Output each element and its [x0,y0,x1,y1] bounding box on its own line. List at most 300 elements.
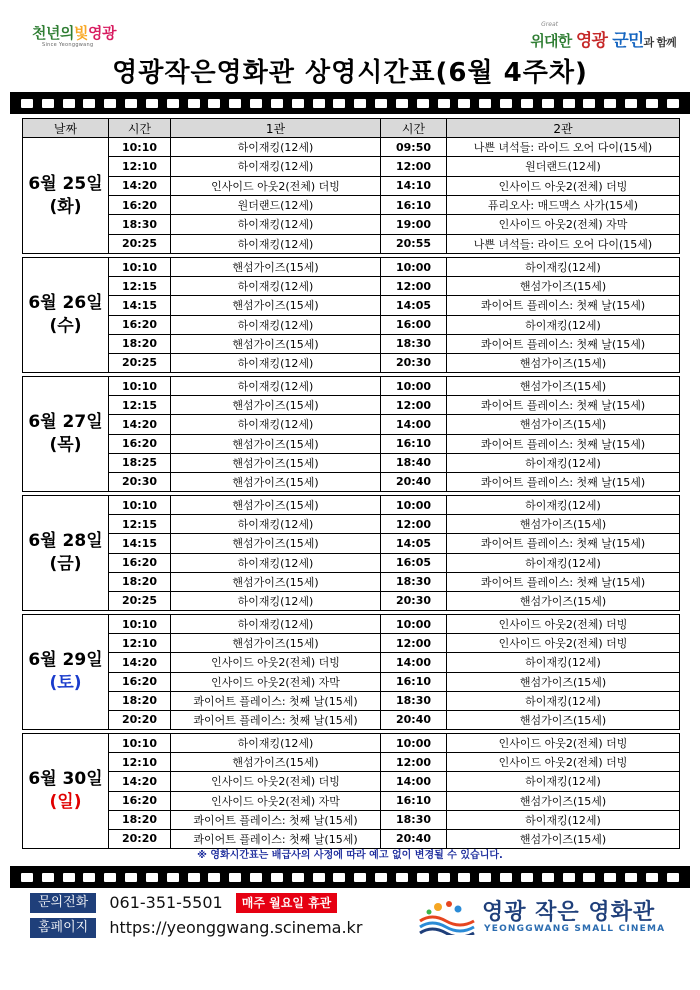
hall-1-time: 14:15 [109,296,171,314]
hall-1-movie: 콰이어트 플레이스: 첫째 날(15세) [171,692,381,710]
hall-2-movie: 핸섬가이즈(15세) [519,794,607,808]
weekday-label: (일) [49,792,82,812]
hall-2-movie: 하이재킹(12세) [525,775,601,789]
hall-1-movie: 핸섬가이즈(15세) [171,335,381,353]
hall-2-time: 18:30 [381,573,447,591]
hall-1-movie: 하이재킹(12세) [171,235,381,253]
hall-2-movie: 콰이어트 플레이스: 첫째 날(15세) [480,399,646,413]
hall-2-time: 18:30 [381,811,447,829]
hall-1-movie: 하이재킹(12세) [171,554,381,572]
hall-2-time: 12:00 [381,634,447,652]
film-hole [542,99,554,108]
filmstrip-top [10,92,690,114]
showtime-row [109,377,679,396]
slogan-text-2: 영광 [575,31,608,51]
film-hole [625,99,637,108]
hall-2-movie: 핸섬가이즈(15세) [519,380,607,394]
hall-2-movie: 핸섬가이즈(15세) [519,675,607,689]
showtime-row [109,157,679,176]
hall-2-movie: 콰이어트 플레이스: 첫째 날(15세) [480,337,646,351]
hall-2-movie: 핸섬가이즈(15세) [519,518,607,532]
phone-number[interactable]: 061-351-5501 [109,893,223,912]
weekday-label: (목) [49,435,82,455]
cinema-english-name: YEONGGWANG SMALL CINEMA [484,924,666,934]
showtime-rows [109,138,679,253]
hall-1-movie: 하이재킹(12세) [171,377,381,395]
film-hole [479,99,491,108]
hall-2-movie: 하이재킹(12세) [525,499,601,513]
header-time-2: 시간 [381,119,447,137]
showtime-row [109,396,679,415]
slogan-great: Great [541,21,558,28]
film-hole [125,99,137,108]
hall-1-time: 18:25 [109,454,171,472]
hall-1-movie: 하이재킹(12세) [171,277,381,295]
hall-1-time: 16:20 [109,196,171,214]
date-label: 6월 29일 [28,650,103,671]
film-hole [521,99,533,108]
hall-1-movie: 하이재킹(12세) [171,138,381,156]
film-hole [271,99,283,108]
website-link[interactable]: https://yeonggwang.scinema.kr [109,918,363,937]
showtime-row [109,235,679,253]
hall-2-time: 10:00 [381,496,447,514]
hall-1-time: 12:15 [109,396,171,414]
showtime-row [109,692,679,711]
film-hole [417,99,429,108]
film-hole [354,99,366,108]
hall-1-movie: 인사이드 아웃2(전체) 자막 [171,673,381,691]
showtime-row [109,673,679,692]
hall-2-movie: 인사이드 아웃2(전체) 더빙 [498,179,628,193]
showtime-row [109,177,679,196]
film-hole [208,99,220,108]
showtime-row [109,354,679,372]
film-hole [583,873,595,882]
hall-2-movie: 콰이어트 플레이스: 첫째 날(15세) [480,299,646,313]
hall-1-time: 10:10 [109,377,171,395]
film-hole [604,873,616,882]
left-logo-subtitle: Since Yeonggwang [42,42,94,48]
showtime-row [109,734,679,753]
date-cell [23,615,109,729]
hall-2-time: 12:00 [381,396,447,414]
showtime-rows [109,258,679,372]
day-block [22,138,680,254]
left-logo-text-2: 빛 [73,24,88,42]
hall-1-time: 20:25 [109,354,171,372]
film-hole [229,99,241,108]
date-cell [23,377,109,491]
hall-1-movie: 인사이드 아웃2(전체) 더빙 [171,653,381,671]
hall-1-time: 18:20 [109,811,171,829]
slogan-text-4: 과 함께 [643,36,676,49]
cinema-name: 영광 작은 영화관 [482,899,656,925]
film-hole [625,873,637,882]
hall-2-time: 20:40 [381,711,447,729]
showtime-row [109,811,679,830]
date-cell [23,138,109,253]
showtime-row [109,634,679,653]
website-label: 홈페이지 [30,918,96,938]
header-hall-2: 2관 [553,121,573,136]
film-hole [313,99,325,108]
website-contact [30,917,362,938]
showtime-row [109,772,679,791]
header-hall-1: 1관 [171,119,381,137]
film-hole [458,99,470,108]
film-hole [104,99,116,108]
hall-2-movie: 하이재킹(12세) [525,318,601,332]
hall-2-time: 20:30 [381,354,447,372]
showtime-row [109,496,679,515]
hall-2-time: 16:00 [381,316,447,334]
film-hole [583,99,595,108]
showtime-rows [109,377,679,491]
hall-2-movie: 하이재킹(12세) [525,813,601,827]
hall-2-time: 10:00 [381,615,447,633]
hall-2-movie: 하이재킹(12세) [525,456,601,470]
hall-2-movie: 하이재킹(12세) [525,261,601,275]
film-hole [292,873,304,882]
hall-1-movie: 핸섬가이즈(15세) [171,534,381,552]
hall-2-movie: 나쁜 녀석들: 라이드 오어 다이(15세) [473,237,653,251]
hall-2-time: 14:00 [381,653,447,671]
showtime-row [109,753,679,772]
left-logo-text-1: 천년의 [32,24,74,42]
film-hole [333,873,345,882]
film-hole [375,873,387,882]
showtime-row [109,435,679,454]
film-hole [83,99,95,108]
hall-1-time: 16:20 [109,792,171,810]
hall-1-time: 18:30 [109,215,171,233]
film-hole [83,873,95,882]
hall-2-time: 20:30 [381,592,447,610]
hall-1-movie: 핸섬가이즈(15세) [171,496,381,514]
hall-1-movie: 하이재킹(12세) [171,157,381,175]
date-cell [23,734,109,848]
showtime-row [109,711,679,729]
day-block [22,257,680,373]
hall-1-time: 10:10 [109,734,171,752]
hall-2-movie: 하이재킹(12세) [525,556,601,570]
hall-1-time: 14:20 [109,653,171,671]
hall-2-movie: 나쁜 녀석들: 라이드 오어 다이(15세) [473,141,653,155]
film-hole [563,99,575,108]
showtime-row [109,138,679,157]
hall-2-movie: 콰이어트 플레이스: 첫째 날(15세) [480,575,646,589]
hall-1-movie: 핸섬가이즈(15세) [171,296,381,314]
weekday-label: (토) [49,673,82,693]
film-hole [396,873,408,882]
film-hole [188,99,200,108]
film-hole [21,99,33,108]
hall-1-movie: 핸섬가이즈(15세) [171,473,381,491]
hall-1-time: 18:20 [109,573,171,591]
showtime-row [109,316,679,335]
hall-1-time: 20:20 [109,711,171,729]
film-hole [438,99,450,108]
film-hole [104,873,116,882]
hall-1-time: 12:10 [109,634,171,652]
hall-1-time: 16:20 [109,554,171,572]
film-hole [229,873,241,882]
hall-2-time: 20:40 [381,830,447,848]
showtime-row [109,215,679,234]
film-hole [333,99,345,108]
hall-2-time: 19:00 [381,215,447,233]
phone-contact [30,892,337,913]
hall-1-movie: 하이재킹(12세) [171,415,381,433]
film-hole [354,873,366,882]
showtime-row [109,653,679,672]
hall-2-movie: 원더랜드(12세) [525,160,601,174]
film-hole [250,873,262,882]
showtime-row [109,473,679,491]
showtime-row [109,615,679,634]
film-hole [250,99,262,108]
showtime-row [109,592,679,610]
film-hole [563,873,575,882]
hall-2-time: 16:10 [381,196,447,214]
showtime-row [109,792,679,811]
hall-2-movie: 핸섬가이즈(15세) [519,713,607,727]
hall-2-time: 16:10 [381,792,447,810]
hall-2-time: 16:05 [381,554,447,572]
hall-2-movie: 인사이드 아웃2(전체) 자막 [498,218,628,232]
cinema-logo-icon [418,897,476,935]
day-block [22,495,680,611]
hall-1-time: 12:10 [109,157,171,175]
hall-1-time: 20:30 [109,473,171,491]
film-hole [667,873,679,882]
cinema-logo [418,895,668,941]
showtime-row [109,573,679,592]
film-hole [417,873,429,882]
hall-2-time: 12:00 [381,157,447,175]
showtime-row [109,277,679,296]
hall-2-movie: 인사이드 아웃2(전체) 더빙 [498,637,628,651]
hall-1-movie: 하이재킹(12세) [171,354,381,372]
hall-2-movie: 핸섬가이즈(15세) [519,594,607,608]
hall-2-time: 20:55 [381,235,447,253]
days-container [22,138,680,849]
showtime-row [109,258,679,277]
hall-2-time: 12:00 [381,753,447,771]
showtime-rows [109,734,679,848]
hall-2-movie: 핸섬가이즈(15세) [519,832,607,846]
film-hole [63,99,75,108]
hall-2-time: 10:00 [381,734,447,752]
hall-1-time: 12:15 [109,277,171,295]
film-hole [479,873,491,882]
schedule-change-note: ※ 영화시간표는 배급사의 사정에 따라 예고 없이 변경될 수 있습니다. [197,850,503,861]
left-logo-text-3: 영광 [87,24,116,42]
hall-2-movie: 핸섬가이즈(15세) [519,356,607,370]
film-hole [646,99,658,108]
hall-1-time: 18:20 [109,692,171,710]
header-time-1: 시간 [109,119,171,137]
showtime-row [109,454,679,473]
hall-1-time: 20:20 [109,830,171,848]
hall-2-time: 14:10 [381,177,447,195]
hall-1-movie: 콰이어트 플레이스: 첫째 날(15세) [171,711,381,729]
weekday-label: (금) [49,554,82,574]
film-hole [146,99,158,108]
hall-2-movie: 핸섬가이즈(15세) [519,418,607,432]
showtime-row [109,415,679,434]
hall-1-time: 14:15 [109,534,171,552]
film-hole [125,873,137,882]
showtime-row [109,196,679,215]
hall-1-movie: 하이재킹(12세) [171,592,381,610]
film-hole [313,873,325,882]
hall-1-movie: 콰이어트 플레이스: 첫째 날(15세) [171,830,381,848]
film-hole [271,873,283,882]
hall-2-time: 10:00 [381,377,447,395]
showtime-row [109,515,679,534]
film-hole [63,873,75,882]
page-title: 영광작은영화관 상영시간표(6월 4주차) [112,58,588,88]
film-hole [667,99,679,108]
hall-1-movie: 인사이드 아웃2(전체) 더빙 [171,772,381,790]
date-cell [23,496,109,610]
date-label: 6월 26일 [28,293,103,314]
hall-1-time: 12:15 [109,515,171,533]
hall-1-movie: 하이재킹(12세) [171,515,381,533]
hall-1-time: 10:10 [109,138,171,156]
date-cell [23,258,109,372]
hall-2-movie: 인사이드 아웃2(전체) 더빙 [498,737,628,751]
hall-1-movie: 콰이어트 플레이스: 첫째 날(15세) [171,811,381,829]
hall-1-time: 14:20 [109,415,171,433]
slogan-text-1: 위대한 [530,32,576,50]
film-hole [375,99,387,108]
hall-1-time: 12:10 [109,753,171,771]
showtime-row [109,554,679,573]
hall-2-movie: 하이재킹(12세) [525,694,601,708]
hall-2-time: 16:10 [381,673,447,691]
hall-1-time: 16:20 [109,673,171,691]
hall-1-movie: 핸섬가이즈(15세) [171,396,381,414]
film-hole [438,873,450,882]
weekday-label: (수) [49,316,82,336]
film-hole [21,873,33,882]
film-hole [500,873,512,882]
hall-2-time: 20:40 [381,473,447,491]
hall-1-movie: 하이재킹(12세) [171,316,381,334]
hall-2-time: 16:10 [381,435,447,453]
hall-2-time: 10:00 [381,258,447,276]
slogan-logo [516,20,676,56]
hall-1-movie: 하이재킹(12세) [171,215,381,233]
hall-2-time: 12:00 [381,515,447,533]
hall-1-time: 14:20 [109,772,171,790]
header-date: 날짜 [23,119,109,137]
hall-2-movie: 인사이드 아웃2(전체) 더빙 [498,618,628,632]
hall-2-time: 12:00 [381,277,447,295]
hall-1-time: 10:10 [109,496,171,514]
weekday-label: (화) [49,196,82,217]
schedule-table [22,118,680,849]
film-hole [542,873,554,882]
hall-2-movie: 퓨리오사: 매드맥스 사가(15세) [487,199,639,213]
hall-2-movie: 콰이어트 플레이스: 첫째 날(15세) [480,475,646,489]
film-hole [167,99,179,108]
hall-1-time: 10:10 [109,615,171,633]
film-hole [292,99,304,108]
film-hole [188,873,200,882]
film-hole [646,873,658,882]
date-label: 6월 28일 [28,531,103,552]
day-block [22,733,680,849]
hall-2-movie: 인사이드 아웃2(전체) 더빙 [498,756,628,770]
table-header [22,118,680,138]
hall-1-movie: 핸섬가이즈(15세) [171,258,381,276]
film-hole [208,873,220,882]
hall-1-time: 14:20 [109,177,171,195]
hall-2-time: 09:50 [381,138,447,156]
hall-1-movie: 원더랜드(12세) [171,196,381,214]
film-hole [42,99,54,108]
hall-1-movie: 핸섬가이즈(15세) [171,573,381,591]
film-hole [521,873,533,882]
film-hole [42,873,54,882]
day-block [22,376,680,492]
film-hole [167,873,179,882]
filmstrip-bottom [10,866,690,888]
hall-1-time: 20:25 [109,235,171,253]
hall-1-movie: 인사이드 아웃2(전체) 자막 [171,792,381,810]
hall-2-time: 18:30 [381,692,447,710]
hall-1-time: 10:10 [109,258,171,276]
hall-2-movie: 콰이어트 플레이스: 첫째 날(15세) [480,437,646,451]
hall-1-movie: 핸섬가이즈(15세) [171,634,381,652]
hall-1-movie: 핸섬가이즈(15세) [171,454,381,472]
film-hole [458,873,470,882]
hall-1-time: 16:20 [109,316,171,334]
showtime-row [109,534,679,553]
hall-2-time: 14:00 [381,772,447,790]
hall-2-time: 14:05 [381,534,447,552]
phone-label: 문의전화 [30,893,96,913]
hall-2-time: 14:05 [381,296,447,314]
showtime-row [109,335,679,354]
film-hole [604,99,616,108]
closed-day-badge: 매주 월요일 휴관 [236,893,338,913]
date-label: 6월 30일 [28,769,103,790]
hall-1-time: 16:20 [109,435,171,453]
showtime-rows [109,615,679,729]
hall-1-movie: 핸섬가이즈(15세) [171,753,381,771]
hall-2-time: 14:00 [381,415,447,433]
showtime-row [109,296,679,315]
hall-1-movie: 하이재킹(12세) [171,615,381,633]
date-label: 6월 25일 [28,173,103,194]
hall-1-movie: 핸섬가이즈(15세) [171,435,381,453]
hall-2-time: 18:40 [381,454,447,472]
hall-1-time: 20:25 [109,592,171,610]
hall-2-time: 18:30 [381,335,447,353]
film-hole [500,99,512,108]
hall-1-time: 18:20 [109,335,171,353]
hall-2-movie: 하이재킹(12세) [525,656,601,670]
hall-2-movie: 핸섬가이즈(15세) [519,280,607,294]
hall-1-movie: 인사이드 아웃2(전체) 더빙 [171,177,381,195]
showtime-rows [109,496,679,610]
film-hole [396,99,408,108]
